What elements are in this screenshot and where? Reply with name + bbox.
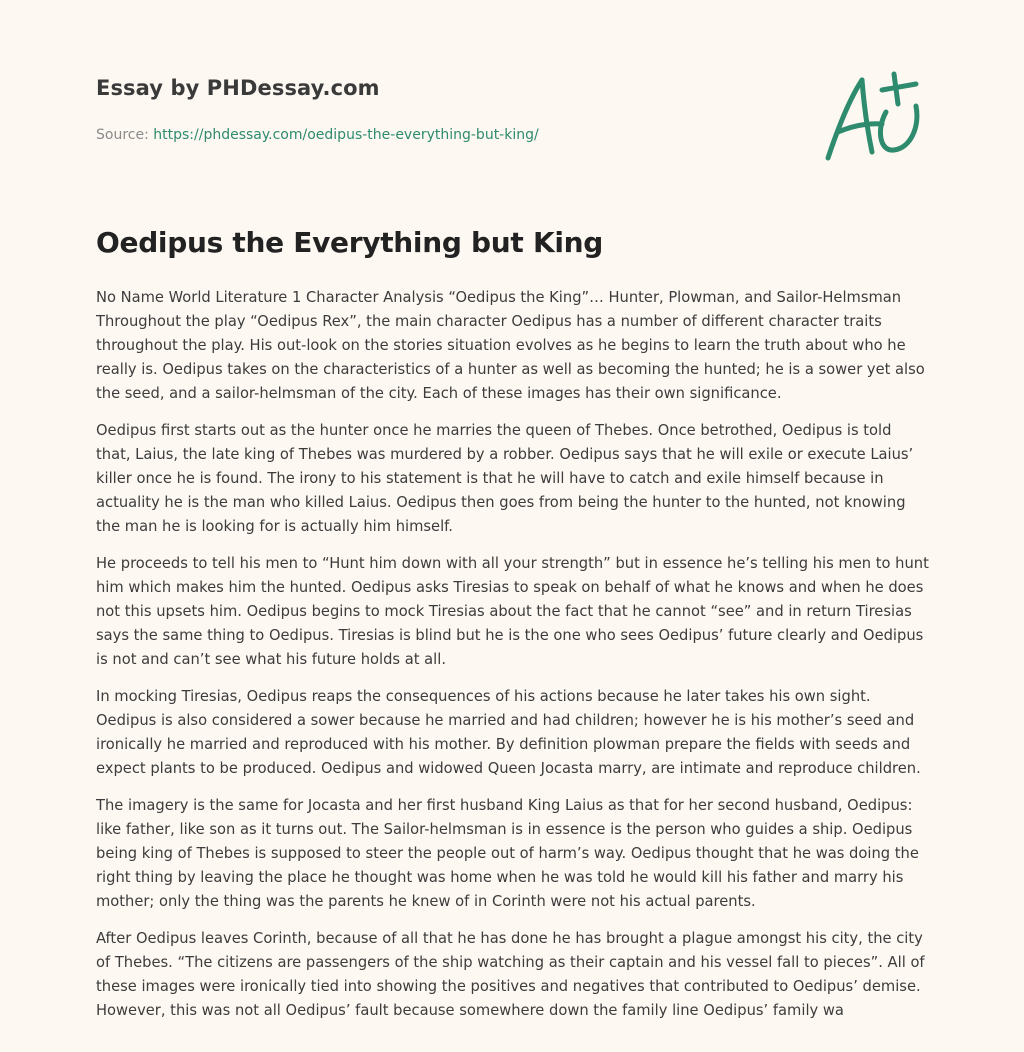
article-paragraph: No Name World Literature 1 Character Analysis “Oedipus the King”… Hunter, Plowman, and Sailor-Helmsman Throughout the play “Oedipus Rex”, the main character Oedipus has a number of different character traits throughout the play. His out-look on the stories situation evolves as he begins to learn the truth about who he really is. Oedipus takes on the characteristics of a hunter as well as becoming the hunted; he is a sower yet also the seed, and a sailor-helmsman of the city. Each of these images has their own significance. <box>96 289 925 402</box>
source-link[interactable]: https://phdessay.com/oedipus-the-everything-but-king/ <box>153 127 539 143</box>
source-line <box>96 127 796 143</box>
site-brand: Essay by PHDessay.com <box>96 76 380 100</box>
source-label: Source: <box>96 127 149 143</box>
article-body <box>96 286 930 1036</box>
article-paragraph: After Oedipus leaves Corinth, because of all that he has done he has brought a plague amongst his city, the city of Thebes. “The citizens are passengers of the ship watching as their captain and his vessel fall to pieces”. All of these images were ironically tied into showing the positives and negatives that contributed to Oedipus’ demise. However, this was not all Oedipus’ fault because somewhere down the family line Oedipus’ family wa <box>96 930 925 1019</box>
article-paragraph: In mocking Tiresias, Oedipus reaps the consequences of his actions because he later takes his own sight. Oedipus is also considered a sower because he married and had children; however he is his mother’s seed and ironically he married and reproduced with his mother. By definition plowman prepare the fields with seeds and expect plants to be produced. Oedipus and widowed Queen Jocasta marry, are intimate and reproduce children. <box>96 688 921 777</box>
article-title: Oedipus the Everything but King <box>96 226 604 259</box>
site-header <box>96 76 796 143</box>
article-paragraph: The imagery is the same for Jocasta and her first husband King Laius as that for her second husband, Oedipus: like father, like son as it turns out. The Sailor-helmsman is in essence is the person who guides a ship. Oedipus being king of Thebes is supposed to steer the people out of harm’s way. Oedipus thought that he was doing the right thing by leaving the place he thought was home when he was told he would kill his father and marry his mother; only the thing was the parents he knew of in Corinth were not his actual parents. <box>96 797 919 910</box>
article-paragraph: Oedipus first starts out as the hunter once he marries the queen of Thebes. Once betrothed, Oedipus is told that, Laius, the late king of Thebes was murdered by a robber. Oedipus says that he will exile or execute Laius’ killer once he is found. The irony to his statement is that he will have to catch and exile himself because in actuality he is the man who killed Laius. Oedipus then goes from being the hunter to the hunted, not knowing the man he is looking for is actually him himself. <box>96 422 914 535</box>
article-paragraph: He proceeds to tell his men to “Hunt him down with all your strength” but in essence he’s telling his men to hunt him which makes him the hunted. Oedipus asks Tiresias to speak on behalf of what he knows and when he does not this upsets him. Oedipus begins to mock Tiresias about the fact that he cannot “see” and in return Tiresias says the same thing to Oedipus. Tiresias is blind but he is the one who sees Oedipus’ future clearly and Oedipus is not and can’t see what his future holds at all. <box>96 555 929 668</box>
a-plus-logo <box>820 66 930 166</box>
